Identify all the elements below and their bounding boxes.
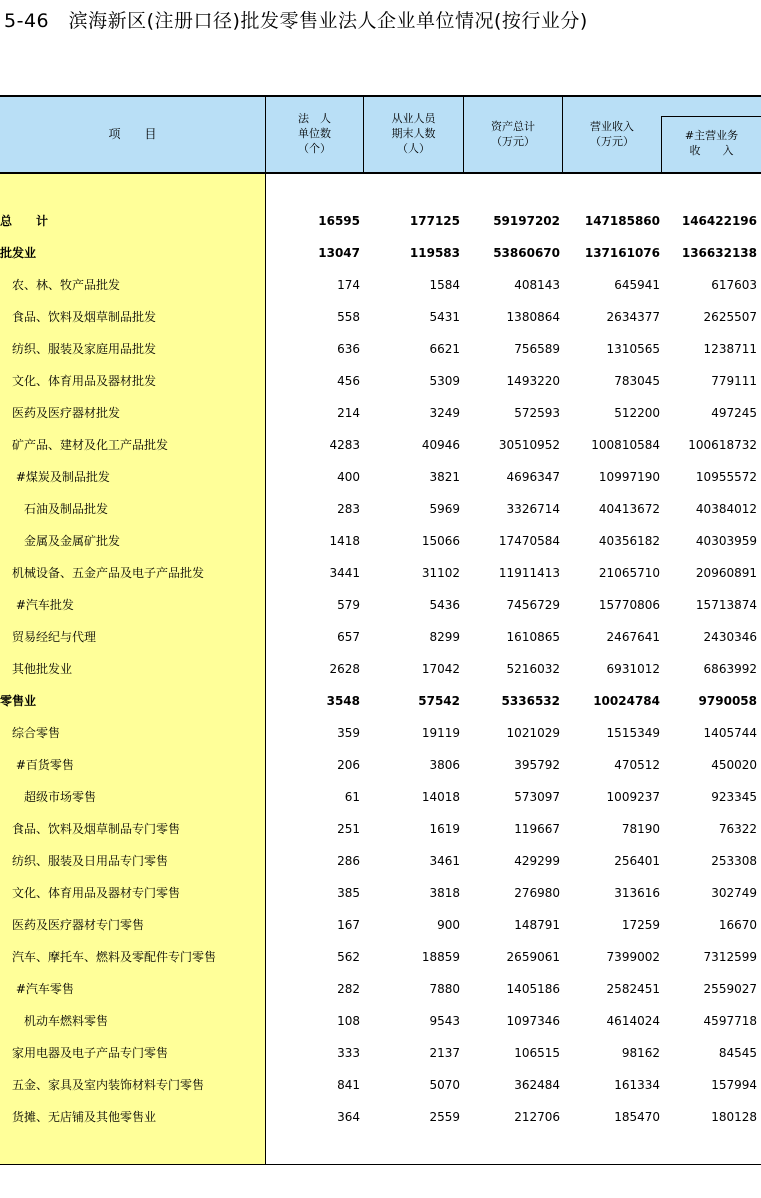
cell-main-business-revenue: 9790058 <box>698 694 757 708</box>
cell-main-business-revenue: 146422196 <box>681 214 757 228</box>
cell-main-business-revenue: 302749 <box>711 886 757 900</box>
cell-main-business-revenue: 76322 <box>718 822 757 836</box>
table-row <box>0 851 761 871</box>
cell-units: 3441 <box>329 566 360 580</box>
cell-employees: 5070 <box>429 1078 460 1092</box>
table-row <box>0 499 761 519</box>
cell-main-business-revenue: 180128 <box>711 1110 757 1124</box>
cell-total-assets: 1493220 <box>506 374 560 388</box>
row-label: 医药及医疗器材批发 <box>0 406 121 420</box>
header-item-label: 项 目 <box>108 127 157 141</box>
table-row <box>0 467 761 487</box>
table-row <box>0 1011 761 1031</box>
cell-total-assets: 408143 <box>514 278 560 292</box>
cell-main-business-revenue: 40384012 <box>695 502 757 516</box>
cell-operating-revenue: 512200 <box>614 406 660 420</box>
cell-operating-revenue: 40413672 <box>598 502 660 516</box>
cell-employees: 3249 <box>429 406 460 420</box>
row-label: #百货零售 <box>0 758 74 772</box>
table-row <box>0 243 761 263</box>
cell-main-business-revenue: 4597718 <box>703 1014 757 1028</box>
table-row <box>0 787 761 807</box>
cell-operating-revenue: 98162 <box>621 1046 660 1060</box>
cell-units: 841 <box>337 1078 360 1092</box>
row-label: 纺织、服装及日用品专门零售 <box>0 854 169 868</box>
header-col3-line1: 资产总计 <box>491 120 535 133</box>
cell-total-assets: 212706 <box>514 1110 560 1124</box>
table-row <box>0 563 761 583</box>
cell-operating-revenue: 10997190 <box>598 470 660 484</box>
cell-total-assets: 756589 <box>514 342 560 356</box>
cell-units: 214 <box>337 406 360 420</box>
cell-units: 359 <box>337 726 360 740</box>
cell-operating-revenue: 783045 <box>614 374 660 388</box>
cell-units: 283 <box>337 502 360 516</box>
cell-operating-revenue: 2582451 <box>606 982 660 996</box>
cell-employees: 5969 <box>429 502 460 516</box>
cell-operating-revenue: 185470 <box>614 1110 660 1124</box>
cell-units: 657 <box>337 630 360 644</box>
row-label: 矿产品、建材及化工产品批发 <box>0 438 169 452</box>
cell-total-assets: 106515 <box>514 1046 560 1060</box>
row-label: #煤炭及制品批发 <box>0 470 110 484</box>
cell-units: 3548 <box>326 694 360 708</box>
cell-main-business-revenue: 923345 <box>711 790 757 804</box>
table-row <box>0 659 761 679</box>
row-label: 综合零售 <box>0 726 61 740</box>
cell-employees: 7880 <box>429 982 460 996</box>
cell-operating-revenue: 2467641 <box>606 630 660 644</box>
cell-employees: 3821 <box>429 470 460 484</box>
cell-units: 2628 <box>329 662 360 676</box>
cell-operating-revenue: 1310565 <box>606 342 660 356</box>
cell-operating-revenue: 10024784 <box>593 694 660 708</box>
cell-total-assets: 119667 <box>514 822 560 836</box>
table-row <box>0 275 761 295</box>
row-label: 总 计 <box>0 214 49 228</box>
cell-total-assets: 5336532 <box>501 694 560 708</box>
cell-main-business-revenue: 2559027 <box>703 982 757 996</box>
cell-operating-revenue: 100810584 <box>591 438 660 452</box>
cell-main-business-revenue: 16670 <box>718 918 757 932</box>
cell-operating-revenue: 2634377 <box>606 310 660 324</box>
cell-operating-revenue: 7399002 <box>606 950 660 964</box>
cell-main-business-revenue: 1405744 <box>703 726 757 740</box>
cell-main-business-revenue: 100618732 <box>688 438 757 452</box>
row-label: 机械设备、五金产品及电子产品批发 <box>0 566 205 580</box>
cell-units: 364 <box>337 1110 360 1124</box>
cell-units: 61 <box>344 790 360 804</box>
table-row <box>0 307 761 327</box>
table-row <box>0 371 761 391</box>
cell-employees: 5431 <box>429 310 460 324</box>
row-label: 汽车、摩托车、燃料及零配件专门零售 <box>0 950 217 964</box>
cell-main-business-revenue: 20960891 <box>695 566 757 580</box>
cell-total-assets: 7456729 <box>506 598 560 612</box>
cell-total-assets: 1021029 <box>506 726 560 740</box>
cell-units: 562 <box>337 950 360 964</box>
cell-total-assets: 148791 <box>514 918 560 932</box>
table-row <box>0 979 761 999</box>
cell-employees: 17042 <box>421 662 460 676</box>
cell-main-business-revenue: 40303959 <box>695 534 757 548</box>
cell-employees: 900 <box>437 918 460 932</box>
cell-total-assets: 362484 <box>514 1078 560 1092</box>
cell-main-business-revenue: 15713874 <box>695 598 757 612</box>
header-col1 <box>266 111 363 156</box>
row-label: #汽车零售 <box>0 982 74 996</box>
header-col4 <box>563 119 661 149</box>
cell-total-assets: 3326714 <box>506 502 560 516</box>
cell-employees: 31102 <box>421 566 460 580</box>
row-label: 超级市场零售 <box>0 790 97 804</box>
header-col1-line3: （个） <box>298 142 331 155</box>
row-label: 金属及金属矿批发 <box>0 534 121 548</box>
cell-main-business-revenue: 84545 <box>718 1046 757 1060</box>
cell-employees: 1619 <box>429 822 460 836</box>
row-label: 石油及制品批发 <box>0 502 109 516</box>
cell-total-assets: 11911413 <box>498 566 560 580</box>
cell-employees: 8299 <box>429 630 460 644</box>
cell-total-assets: 1097346 <box>506 1014 560 1028</box>
row-label: 家用电器及电子产品专门零售 <box>0 1046 169 1060</box>
cell-main-business-revenue: 157994 <box>711 1078 757 1092</box>
cell-total-assets: 53860670 <box>493 246 560 260</box>
table-row <box>0 755 761 775</box>
table-row <box>0 435 761 455</box>
cell-main-business-revenue: 136632138 <box>681 246 757 260</box>
cell-units: 286 <box>337 854 360 868</box>
cell-employees: 6621 <box>429 342 460 356</box>
row-label: 五金、家具及室内装饰材料专门零售 <box>0 1078 205 1092</box>
cell-operating-revenue: 1515349 <box>606 726 660 740</box>
cell-employees: 15066 <box>421 534 460 548</box>
cell-units: 558 <box>337 310 360 324</box>
row-label: 机动车燃料零售 <box>0 1014 109 1028</box>
cell-main-business-revenue: 779111 <box>711 374 757 388</box>
cell-employees: 119583 <box>409 246 460 260</box>
cell-main-business-revenue: 6863992 <box>703 662 757 676</box>
cell-main-business-revenue: 10955572 <box>695 470 757 484</box>
cell-main-business-revenue: 2625507 <box>703 310 757 324</box>
row-label: #汽车批发 <box>0 598 74 612</box>
row-label: 零售业 <box>0 694 37 708</box>
header-col4-line1: 营业收入 <box>590 120 634 133</box>
row-label: 文化、体育用品及器材专门零售 <box>0 886 181 900</box>
cell-operating-revenue: 40356182 <box>598 534 660 548</box>
table-row <box>0 915 761 935</box>
cell-total-assets: 1610865 <box>506 630 560 644</box>
table-row <box>0 595 761 615</box>
table-top-border <box>0 95 761 97</box>
row-label: 纺织、服装及家庭用品批发 <box>0 342 157 356</box>
header-col2-line3: （人） <box>397 142 430 155</box>
table-row <box>0 1075 761 1095</box>
cell-employees: 5309 <box>429 374 460 388</box>
cell-total-assets: 2659061 <box>506 950 560 964</box>
cell-employees: 177125 <box>409 214 460 228</box>
cell-main-business-revenue: 497245 <box>711 406 757 420</box>
row-label: 贸易经纪与代理 <box>0 630 97 644</box>
cell-main-business-revenue: 1238711 <box>703 342 757 356</box>
header-col5 <box>662 128 761 158</box>
cell-units: 108 <box>337 1014 360 1028</box>
header-col5-line1: #主营业务 <box>684 129 739 142</box>
cell-units: 333 <box>337 1046 360 1060</box>
cell-main-business-revenue: 253308 <box>711 854 757 868</box>
cell-units: 636 <box>337 342 360 356</box>
cell-employees: 19119 <box>421 726 460 740</box>
header-col2-line2: 期末人数 <box>391 127 436 140</box>
header-col4-line2: （万元） <box>590 135 634 148</box>
cell-operating-revenue: 256401 <box>614 854 660 868</box>
table-row <box>0 947 761 967</box>
cell-operating-revenue: 313616 <box>614 886 660 900</box>
cell-total-assets: 572593 <box>514 406 560 420</box>
cell-employees: 18859 <box>421 950 460 964</box>
header-col3-line2: （万元） <box>491 135 535 148</box>
table-row <box>0 883 761 903</box>
table-row <box>0 1107 761 1127</box>
cell-total-assets: 1405186 <box>506 982 560 996</box>
cell-total-assets: 59197202 <box>493 214 560 228</box>
header-col5-line2: 收 入 <box>689 144 734 157</box>
cell-units: 251 <box>337 822 360 836</box>
cell-units: 1418 <box>329 534 360 548</box>
cell-operating-revenue: 470512 <box>614 758 660 772</box>
cell-units: 282 <box>337 982 360 996</box>
cell-units: 167 <box>337 918 360 932</box>
header-item <box>0 127 265 142</box>
header-col1-line2: 单位数 <box>298 127 331 140</box>
row-label: 其他批发业 <box>0 662 73 676</box>
cell-operating-revenue: 1009237 <box>606 790 660 804</box>
cell-units: 13047 <box>318 246 360 260</box>
cell-main-business-revenue: 450020 <box>711 758 757 772</box>
table-row <box>0 339 761 359</box>
cell-total-assets: 17470584 <box>498 534 560 548</box>
header-col3 <box>464 119 562 149</box>
table-row <box>0 723 761 743</box>
cell-employees: 3461 <box>429 854 460 868</box>
cell-operating-revenue: 17259 <box>621 918 660 932</box>
table-row <box>0 627 761 647</box>
cell-units: 456 <box>337 374 360 388</box>
cell-main-business-revenue: 617603 <box>711 278 757 292</box>
cell-employees: 3806 <box>429 758 460 772</box>
cell-total-assets: 30510952 <box>498 438 560 452</box>
cell-total-assets: 429299 <box>514 854 560 868</box>
header-col1-line1: 法 人 <box>298 112 331 125</box>
cell-operating-revenue: 137161076 <box>584 246 660 260</box>
cell-operating-revenue: 4614024 <box>606 1014 660 1028</box>
cell-employees: 9543 <box>429 1014 460 1028</box>
cell-employees: 14018 <box>421 790 460 804</box>
cell-operating-revenue: 161334 <box>614 1078 660 1092</box>
cell-operating-revenue: 15770806 <box>598 598 660 612</box>
cell-employees: 2137 <box>429 1046 460 1060</box>
row-label: 医药及医疗器材专门零售 <box>0 918 145 932</box>
cell-employees: 40946 <box>421 438 460 452</box>
cell-units: 400 <box>337 470 360 484</box>
table-row <box>0 211 761 231</box>
cell-operating-revenue: 78190 <box>621 822 660 836</box>
row-label: 食品、饮料及烟草制品批发 <box>0 310 157 324</box>
cell-total-assets: 276980 <box>514 886 560 900</box>
cell-total-assets: 1380864 <box>506 310 560 324</box>
row-label: 批发业 <box>0 246 37 260</box>
cell-operating-revenue: 21065710 <box>598 566 660 580</box>
cell-total-assets: 395792 <box>514 758 560 772</box>
table-row <box>0 1043 761 1063</box>
cell-employees: 5436 <box>429 598 460 612</box>
row-label: 文化、体育用品及器材批发 <box>0 374 157 388</box>
cell-operating-revenue: 147185860 <box>584 214 660 228</box>
row-label: 货摊、无店铺及其他零售业 <box>0 1110 157 1124</box>
header-col2-line1: 从业人员 <box>391 112 436 125</box>
row-label: 农、林、牧产品批发 <box>0 278 121 292</box>
cell-main-business-revenue: 7312599 <box>703 950 757 964</box>
cell-units: 579 <box>337 598 360 612</box>
page-title: 5-46 滨海新区(注册口径)批发零售业法人企业单位情况(按行业分) <box>4 10 588 32</box>
cell-units: 16595 <box>318 214 360 228</box>
cell-employees: 57542 <box>418 694 460 708</box>
cell-operating-revenue: 645941 <box>614 278 660 292</box>
cell-units: 4283 <box>329 438 360 452</box>
cell-units: 206 <box>337 758 360 772</box>
header-col2 <box>364 111 463 156</box>
cell-employees: 1584 <box>429 278 460 292</box>
cell-total-assets: 573097 <box>514 790 560 804</box>
cell-units: 385 <box>337 886 360 900</box>
table-row <box>0 531 761 551</box>
cell-units: 174 <box>337 278 360 292</box>
cell-employees: 2559 <box>429 1110 460 1124</box>
cell-main-business-revenue: 2430346 <box>703 630 757 644</box>
header-bottom-border <box>0 172 761 174</box>
cell-operating-revenue: 6931012 <box>606 662 660 676</box>
cell-total-assets: 4696347 <box>506 470 560 484</box>
row-label: 食品、饮料及烟草制品专门零售 <box>0 822 181 836</box>
table-row <box>0 819 761 839</box>
table-bottom-border <box>0 1164 761 1165</box>
table-row <box>0 691 761 711</box>
cell-employees: 3818 <box>429 886 460 900</box>
table-row <box>0 403 761 423</box>
main-income-top-border <box>662 116 761 117</box>
cell-total-assets: 5216032 <box>506 662 560 676</box>
